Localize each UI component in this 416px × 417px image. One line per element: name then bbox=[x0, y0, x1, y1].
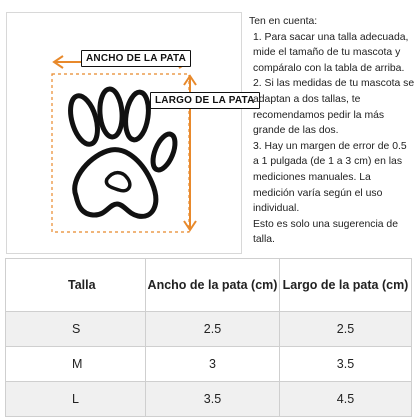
paw-toe-3 bbox=[123, 91, 151, 142]
width-cell: 2.5 bbox=[146, 312, 280, 347]
length-cell: 2.5 bbox=[280, 312, 412, 347]
paw-toe-4 bbox=[149, 131, 180, 173]
length-label: LARGO DE LA PATA bbox=[150, 92, 260, 109]
table-header-row bbox=[6, 259, 412, 312]
size-cell: L bbox=[6, 382, 146, 417]
note-item: 2. Si las medidas de tu mascota se adaptan a dos tallas, te recomendamos pedir la más grande de las dos. bbox=[253, 78, 415, 137]
notes-panel bbox=[249, 14, 415, 248]
notes-heading: Ten en cuenta: bbox=[249, 16, 318, 27]
column-header-length: Largo de la pata (cm) bbox=[280, 259, 412, 312]
paw-toe-2 bbox=[98, 88, 123, 137]
column-header-width: Ancho de la pata (cm) bbox=[146, 259, 280, 312]
width-label: ANCHO DE LA PATA bbox=[81, 50, 191, 67]
size-table bbox=[5, 258, 412, 417]
size-cell: S bbox=[6, 312, 146, 347]
note-item: Esto es solo una sugerencia de talla. bbox=[253, 218, 398, 246]
table-row bbox=[6, 347, 412, 382]
width-cell: 3.5 bbox=[146, 382, 280, 417]
length-cell: 4.5 bbox=[280, 382, 412, 417]
paw-toe-1 bbox=[66, 93, 103, 148]
column-header-size: Talla bbox=[6, 259, 146, 312]
note-item: 3. Hay un margen de error de 0.5 a 1 pulgada (de 1 a 3 cm) en las mediciones manuales. La medición varía según el uso individual. bbox=[253, 140, 407, 215]
note-item: 1. Para sacar una talla adecuada, mide el tamaño de tu mascota y compáralo con la tabla de arriba. bbox=[253, 31, 409, 74]
paw-pad-inner bbox=[106, 173, 129, 191]
width-cell: 3 bbox=[146, 347, 280, 382]
paw-main-pad bbox=[75, 150, 156, 217]
paw-measurement-diagram bbox=[6, 12, 255, 254]
table-row bbox=[6, 312, 412, 347]
length-cell: 3.5 bbox=[280, 347, 412, 382]
size-cell: M bbox=[6, 347, 146, 382]
table-row bbox=[6, 382, 412, 417]
